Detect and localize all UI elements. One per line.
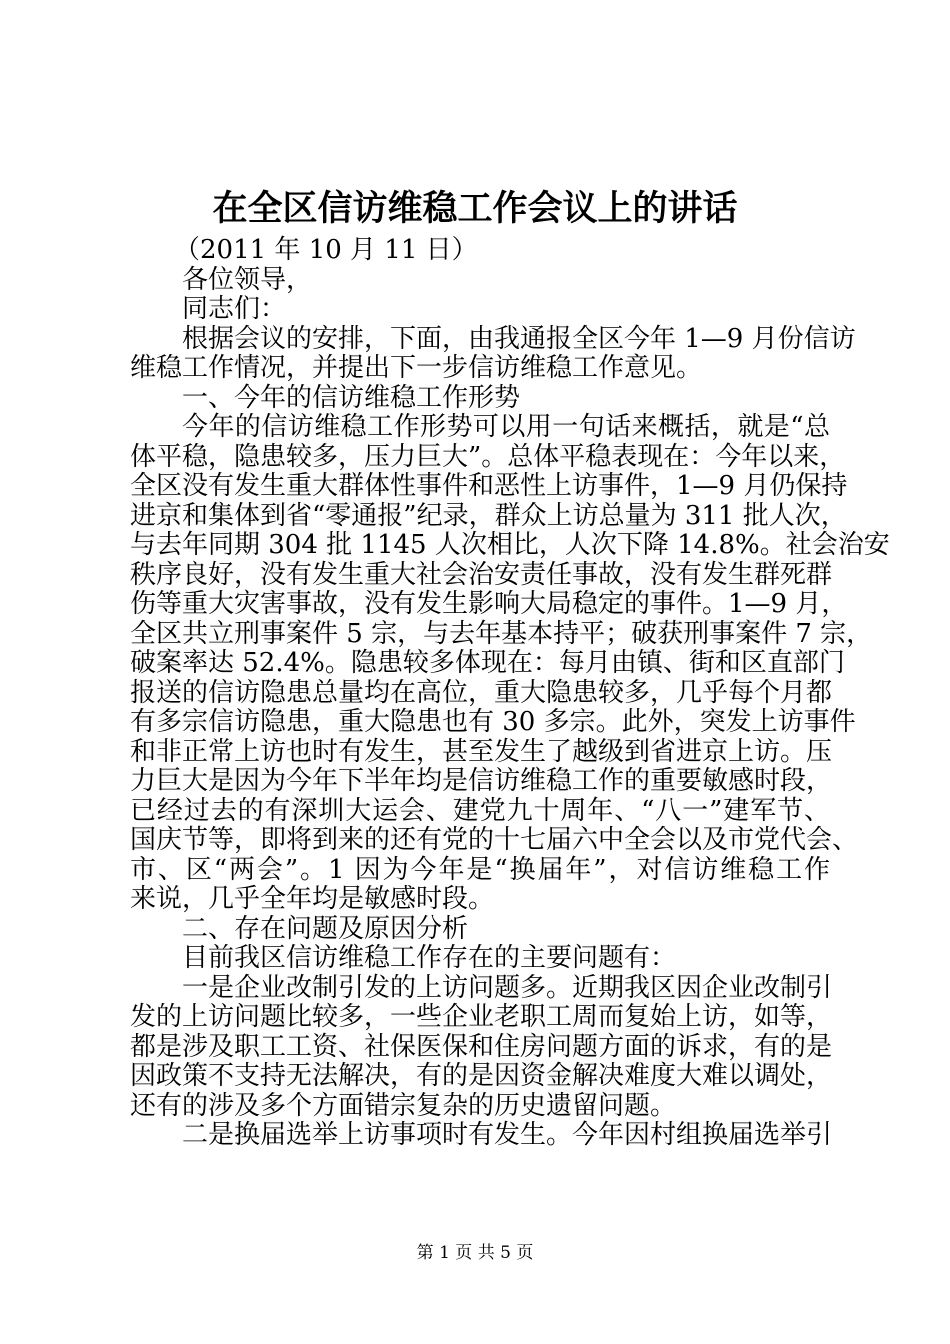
paragraph-line: 维稳工作情况，并提出下一步信访维稳工作意见。 (130, 353, 703, 383)
paragraph-line: 已经过去的有深圳大运会、建党九十周年、“八一”建军节、 (130, 795, 830, 826)
paragraph-line: 来说，几乎全年均是敏感时段。 (130, 884, 495, 914)
paragraph-line: 市、区“两会”。1 因为今年是“换届年”，对信访维稳工作 (130, 854, 830, 885)
paragraph-line: 各位领导， (182, 264, 313, 295)
paragraph-line: 今年的信访维稳工作形势可以用一句话来概括，就是“总 (182, 412, 830, 442)
paragraph-line: 体平稳，隐患较多，压力巨大”。总体平稳表现在：今年以来， (130, 441, 846, 472)
paragraph-line: 一是企业改制引发的上访问题多。近期我区因企业改制引 (182, 972, 833, 1003)
paragraph-line: 都是涉及职工工资、社保医保和住房问题方面的诉求，有的是 (130, 1031, 833, 1062)
paragraph-line: 伤等重大灾害事故，没有发生影响大局稳定的事件。1—9 月， (130, 589, 848, 619)
document-title: 在全区信访维稳工作会议上的讲话 (212, 188, 738, 229)
paragraph-line: 全区没有发生重大群体性事件和恶性上访事件，1—9 月仍保持 (130, 471, 848, 501)
paragraph-line: 有多宗信访隐患，重大隐患也有 30 多宗。此外，突发上访事件 (130, 707, 856, 737)
paragraph-line: 国庆节等，即将到来的还有党的十七届六中全会以及市党代会、 (130, 825, 859, 855)
paragraph-line: 根据会议的安排，下面，由我通报全区今年 1—9 月份信访 (182, 323, 856, 354)
paragraph-line: 目前我区信访维稳工作存在的主要问题有： (182, 943, 677, 973)
paragraph-line: 破案率达 52.4%。隐患较多体现在：每月由镇、街和区直部门 (130, 648, 845, 678)
paragraph-line: 秩序良好，没有发生重大社会治安责任事故，没有发生群死群 (130, 559, 833, 590)
paragraph-line: 一、今年的信访维稳工作形势 (182, 382, 521, 413)
paragraph-line: 同志们： (182, 294, 287, 324)
paragraph-line: 和非正常上访也时有发生，甚至发生了越级到省进京上访。压 (130, 736, 833, 767)
paragraph-line: （2011 年 10 月 11 日） (174, 235, 478, 265)
paragraph-line: 与去年同期 304 批 1145 人次相比，人次下降 14.8%。社会治安 (130, 530, 890, 560)
paragraph-line: 还有的涉及多个方面错宗复杂的历史遗留问题。 (130, 1090, 677, 1121)
paragraph-line: 二是换届选举上访事项时有发生。今年因村组换届选举引 (182, 1120, 833, 1150)
paragraph-line: 力巨大是因为今年下半年均是信访维稳工作的重要敏感时段， (130, 766, 833, 796)
paragraph-line: 发的上访问题比较多，一些企业老职工周而复始上访，如等， (130, 1002, 833, 1032)
paragraph-line: 进京和集体到省“零通报”纪录，群众上访总量为 311 批人次， (130, 500, 847, 531)
paragraph-line: 二、存在问题及原因分析 (182, 913, 469, 944)
paragraph-line: 全区共立刑事案件 5 宗，与去年基本持平；破获刑事案件 7 宗， (130, 618, 873, 649)
paragraph-line: 报送的信访隐患总量均在高位，重大隐患较多，几乎每个月都 (130, 677, 833, 708)
document-body (130, 235, 890, 1151)
paragraph-line: 因政策不支持无法解决，有的是因资金解决难度大难以调处， (130, 1061, 833, 1091)
page-footer: 第 1 页 共 5 页 (416, 1243, 534, 1263)
